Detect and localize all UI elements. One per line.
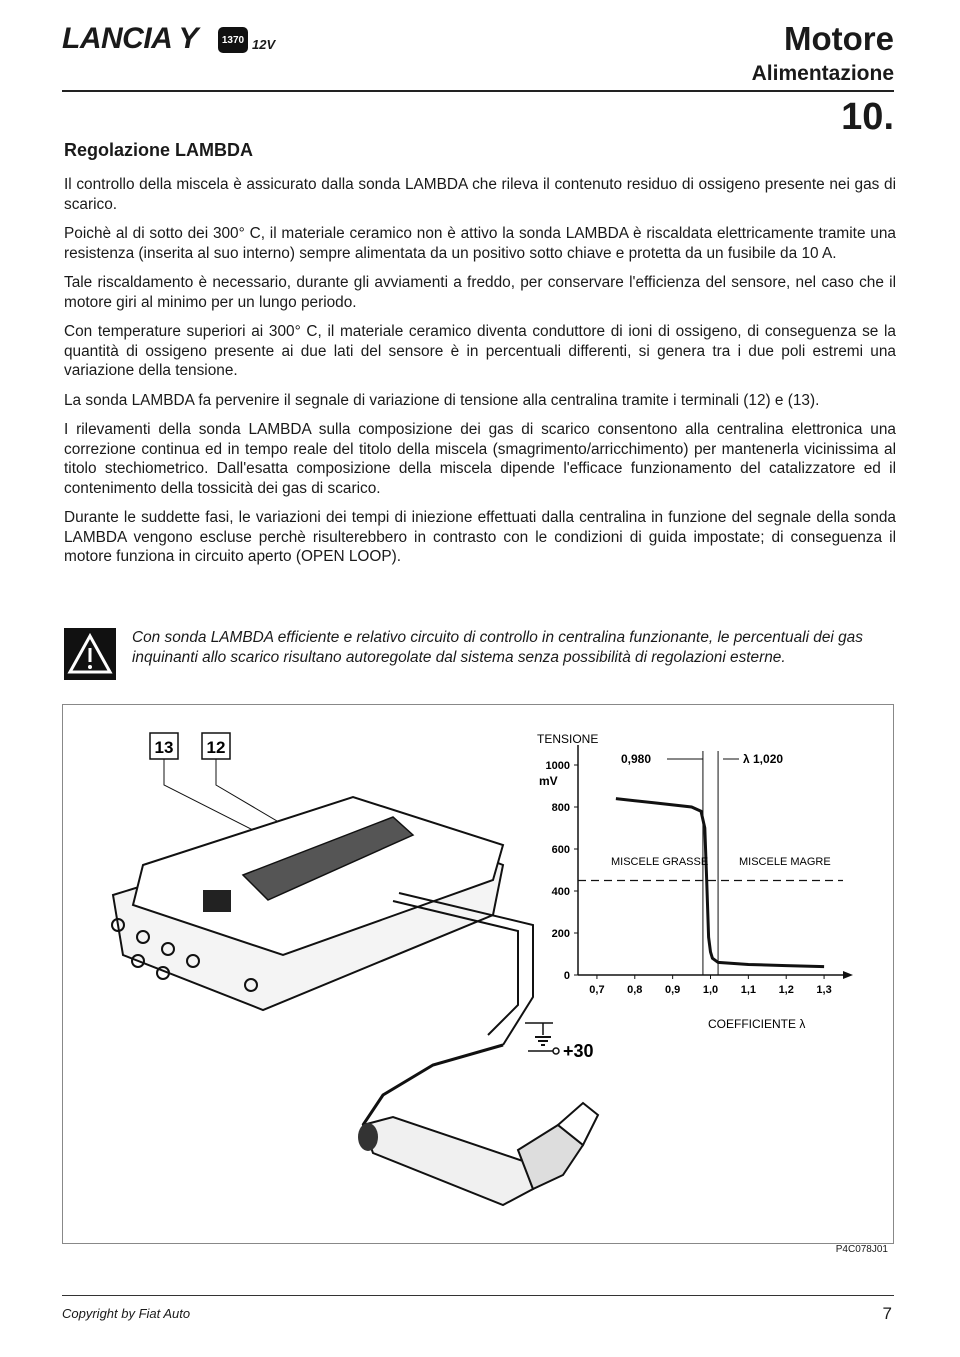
callout-12: 12 <box>206 738 226 757</box>
warning-text: Con sonda LAMBDA efficiente e relativo circuito di controllo in centralina funzionante, le percentuali dei gas inquinanti allo scarico risultano autoregolate dal sistema senza possibilità di regolazioni esterne. <box>132 629 863 666</box>
band-high-label: λ 1,020 <box>743 752 784 766</box>
callout-13: 13 <box>154 738 174 757</box>
paragraph: I rilevamenti della sonda LAMBDA sulla composizione dei gas di scarico consentono alla centralina elettronica una correzione continua ed in tempo reale del titolo della miscela (smagrimento/arricchimento) per mantenerla vicinissima al titolo stechiometrico. Dall'esatta composizione della miscela dipende l'efficace funzionamento del catalizzatore ed il contenimento della tossicità dei gas di scarico. <box>64 421 896 497</box>
page-code: 10. <box>841 96 894 138</box>
y-tick-label: 600 <box>551 844 570 856</box>
sensor-cable <box>363 1045 503 1125</box>
chart-x-label: COEFFICIENTE λ <box>708 1017 806 1031</box>
subsection-title: Alimentazione <box>751 62 894 85</box>
chart-series-line <box>616 799 824 967</box>
x-tick-label: 1,0 <box>702 984 719 996</box>
lambda-chart <box>537 732 853 1031</box>
figure-frame <box>62 704 894 1244</box>
paragraph: Il controllo della miscela è assicurato dalla sonda LAMBDA che rileva il contenuto residuo di ossigeno presente nei gas di scarico. <box>64 176 896 213</box>
band-low-label: 0,980 <box>621 752 652 766</box>
engine-badge: 1370 <box>218 27 248 53</box>
lambda-sensor-icon <box>358 1103 598 1205</box>
chart-y-unit: mV <box>539 774 558 788</box>
brand-title: LANCIA Y <box>62 22 199 55</box>
paragraph: Tale riscaldamento è necessario, durante gli avviamenti a freddo, per conservare l'efficienza del sensore, nel caso che il motore giri al minimo per un lungo periodo. <box>64 274 896 311</box>
paragraph: Durante le suddette fasi, le variazioni dei tempi di iniezione effettuati dalla centralina in funzione del segnale della sonda LAMBDA vengono escluse perchè risulterebbero in contrasto con le condizioni di guida impostate; di conseguenza il motore funziona in circuito aperto (OPEN LOOP). <box>64 509 896 565</box>
paragraph: Con temperature superiori ai 300° C, il materiale ceramico diventa conduttore di ioni di ossigeno, di conseguenza se la quantità di ossigeno presente ai due lati del sensore è in percentuali differenti, si genera tra i due poli estremi una variazione della tensione. <box>64 323 896 379</box>
y-tick-label: 0 <box>563 970 570 982</box>
figure-code: P4C078J01 <box>835 1244 888 1255</box>
rich-label: MISCELE GRASSE <box>611 856 709 868</box>
body-text <box>64 175 896 577</box>
supply-label: +30 <box>563 1041 594 1061</box>
x-tick-label: 1,2 <box>778 984 794 996</box>
page-number: 7 <box>882 1304 892 1323</box>
y-tick-label: 400 <box>551 886 570 898</box>
paragraph: La sonda LAMBDA fa pervenire il segnale di variazione di tensione alla centralina tramite i terminali (12) e (13). <box>64 391 820 409</box>
y-tick-label: 200 <box>551 928 570 940</box>
y-tick-label: 800 <box>551 802 570 814</box>
footer-rule <box>62 1295 894 1296</box>
x-tick-label: 0,9 <box>664 984 681 996</box>
section-heading: Regolazione LAMBDA <box>64 140 253 160</box>
x-tick-label: 0,8 <box>627 984 643 996</box>
header-rule <box>62 90 894 92</box>
y-tick-label: 1000 <box>545 760 570 772</box>
chart-y-label: TENSIONE <box>537 732 599 746</box>
x-tick-label: 0,7 <box>589 984 605 996</box>
section-title: Motore <box>784 20 894 57</box>
warning-icon <box>64 628 116 680</box>
lean-label: MISCELE MAGRE <box>739 856 831 868</box>
x-tick-label: 1,3 <box>816 984 832 996</box>
engine-suffix: 12V <box>252 37 276 52</box>
copyright: Copyright by Fiat Auto <box>62 1306 191 1321</box>
ecu-sensor-illustration <box>63 705 893 1243</box>
paragraph: Poichè al di sotto dei 300° C, il materiale ceramico non è attivo la sonda LAMBDA è riscaldata elettricamente tramite una resistenza (inserita al suo interno) sempre alimentata da un positivo sotto chiave e protetta da un fusibile da 10 A. <box>64 225 896 262</box>
x-tick-label: 1,1 <box>740 984 757 996</box>
